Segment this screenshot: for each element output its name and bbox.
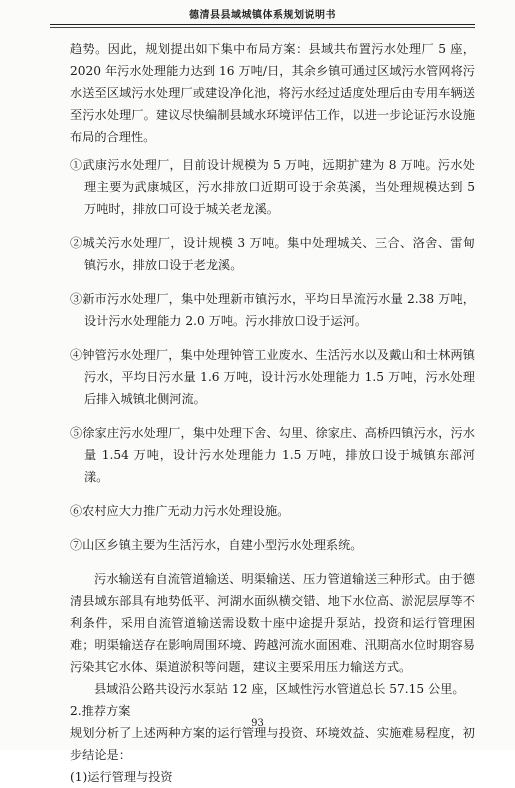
list-item-xujiazhuang-plant: ⑤徐家庄污水处理厂，集中处理下舍、勾里、徐家庄、高桥四镇污水，污水量 1.54 万吨，设计污水处理能力 1.5 万吨，排放口设于城镇东部河漾。 — [70, 426, 475, 484]
document-body — [70, 38, 475, 788]
paragraph-pump-stations: 县域沿公路共设污水泵站 12 座，区域性污水管道总长 57.15 公里。 — [94, 682, 465, 696]
list-item-mountain-towns: ⑦山区乡镇主要为生活污水，自建小型污水处理系统。 — [70, 538, 363, 552]
list-item-rural-facilities: ⑥农村应大力推广无动力污水处理设施。 — [70, 504, 290, 518]
running-header: 德清县县域城镇体系规划说明书 — [189, 10, 336, 21]
list-item-zhongguan-plant: ④钟管污水处理厂，集中处理钟管工业废水、生活污水以及戴山和士林两镇污水，平均日污水量 1.6 万吨，设计污水处理能力 1.5 万吨，污水处理后排入城镇北侧河流。 — [70, 348, 475, 406]
paragraph-analysis: 规划分析了上述两种方案的运行管理与投资、环境效益、实施难易程度，初步结论是： — [70, 726, 475, 762]
list-item-wukang-plant: ①武康污水处理厂，目前设计规模为 5 万吨，远期扩建为 8 万吨。污水处理主要为武康城区，污水排放口近期可设于余英溪，当处理规模达到 5 万吨时，排放口可设于城关老龙溪。 — [70, 158, 475, 216]
header-rule — [50, 24, 475, 25]
list-item-xinshi-plant: ③新市污水处理厂，集中处理新市镇污水，平均日旱流污水量 2.38 万吨，设计污水处理能力 2.0 万吨。污水排放口设于运河。 — [70, 292, 475, 328]
list-item-chengguan-plant: ②城关污水处理厂，设计规模 3 万吨。集中处理城关、三合、洛舍、雷甸镇污水，排放口设于老龙溪。 — [70, 236, 475, 272]
header-rule-thin — [50, 27, 475, 28]
page-number: 93 — [251, 718, 264, 729]
subsection-heading: (1)运行管理与投资 — [70, 770, 173, 784]
paragraph-intro: 趋势。因此，规划提出如下集中布局方案：县域共布置污水处理厂 5 座，2020 年污水处理能力达到 16 万吨/日，其余乡镇可通过区域污水管网将污水送至区域污水处理厂或建设净化池，将污水经过适度处理后由专用车辆送至污水处理厂。建议尽快编制县域水环境评估工作，以进一步论证污水设施布局的合理性。 — [70, 42, 475, 144]
section-heading: 2.推荐方案 — [70, 704, 131, 718]
paragraph-transport: 污水输送有自流管道输送、明渠输送、压力管道输送三种形式。由于德清县域东部具有地势低平、河湖水面纵横交错、地下水位高、淤泥层厚等不利条件，采用自流管道输送需设数十座中途提升泵站，投资和运行管理困难；明渠输送存在影响周围环境、跨越河流水面困难、汛期高水位时期容易污染其它水体、渠道淤积等问题，建议主要采用压力输送方式。 — [70, 572, 475, 674]
